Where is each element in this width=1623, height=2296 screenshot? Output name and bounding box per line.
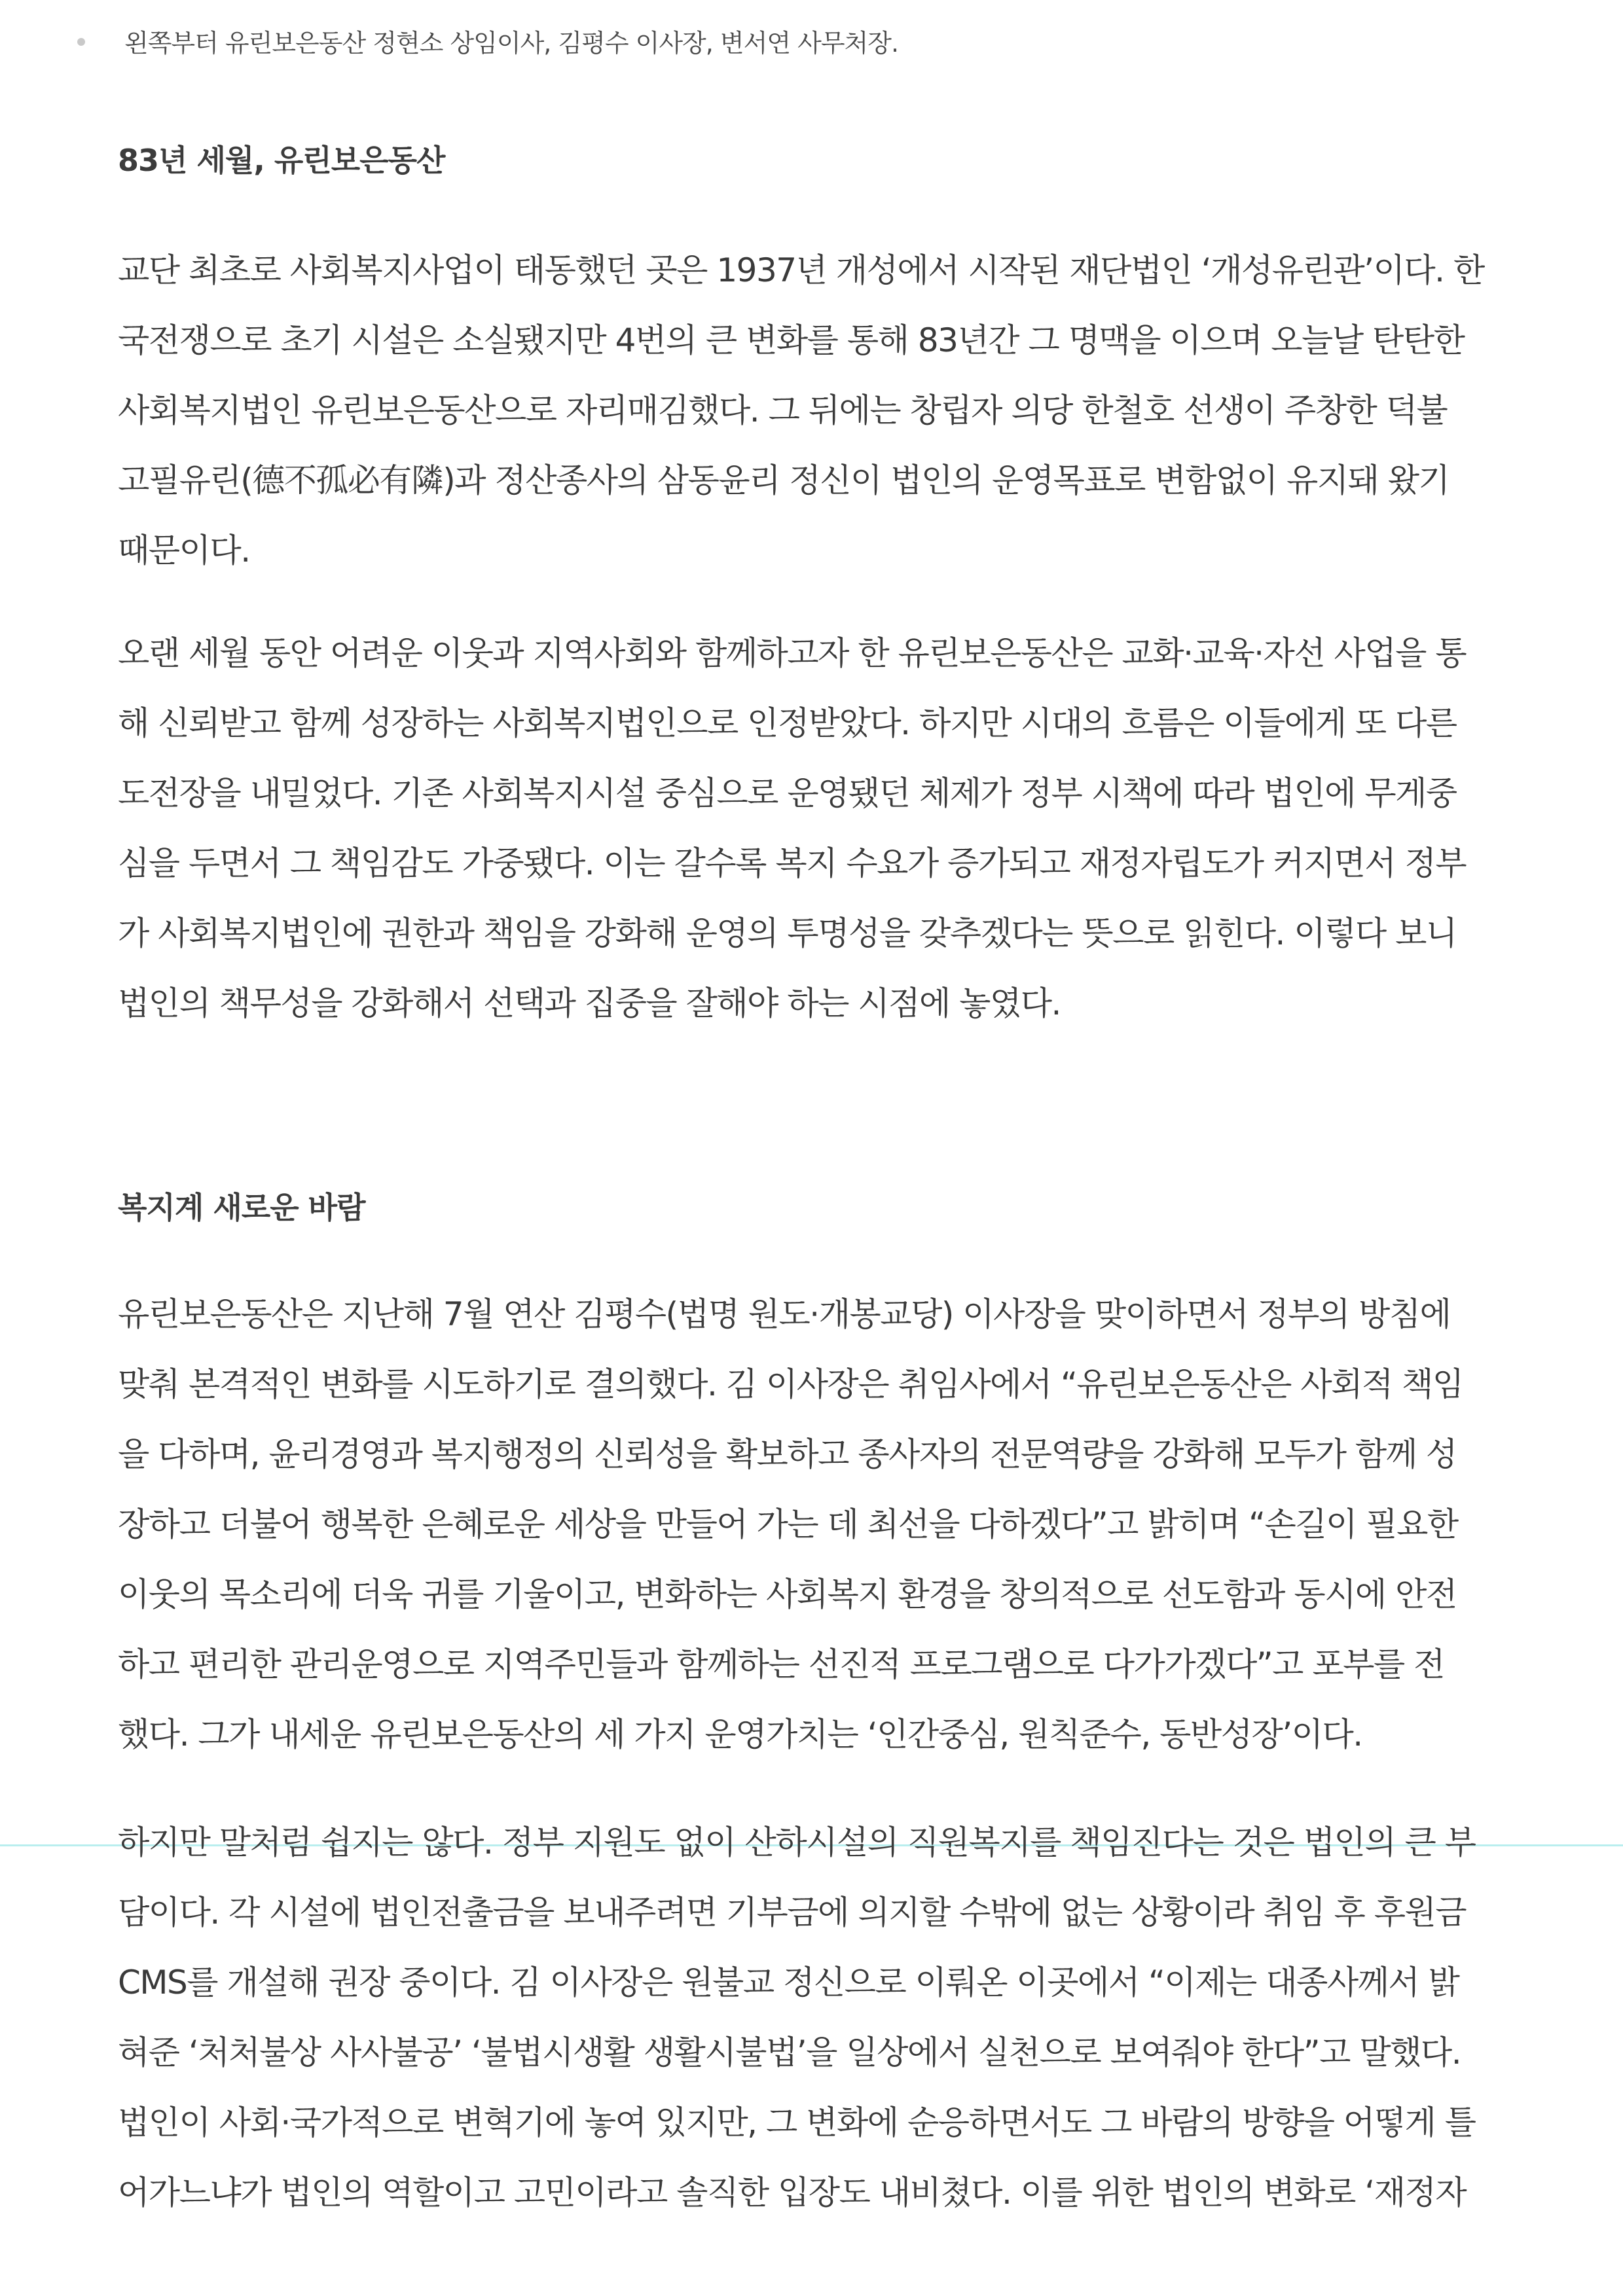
paragraph-line: 장하고 더불어 행복한 은혜로운 세상을 만들어 가는 데 최선을 다하겠다”고 밝히며 “손길이 필요한 xyxy=(118,1505,1458,1543)
paragraph-3 xyxy=(118,1280,1509,1770)
paragraph-line: 맞춰 본격적인 변화를 시도하기로 결의했다. 김 이사장은 취임사에서 “유린보은동산은 사회적 책임 xyxy=(118,1365,1463,1403)
caption-bullet-icon xyxy=(77,38,85,46)
paragraph-line: 법인의 책무성을 강화해서 선택과 집중을 잘해야 하는 시점에 놓였다. xyxy=(118,984,1061,1022)
paragraph-line: 혀준 ‘처처불상 사사불공’ ‘불법시생활 생활시불법’을 일상에서 실천으로 보여줘야 한다”고 말했다. xyxy=(118,2034,1461,2072)
paragraph-line: 을 다하며, 윤리경영과 복지행정의 신뢰성을 확보하고 종사자의 전문역량을 강화해 모두가 함께 성 xyxy=(118,1435,1457,1473)
paragraph-line: 하지만 말처럼 쉽지는 않다. 정부 지원도 없이 산하시설의 직원복지를 책임진다는 것은 법인의 큰 부 xyxy=(118,1823,1476,1861)
paragraph-line: 하고 편리한 관리운영으로 지역주민들과 함께하는 선진적 프로그램으로 다가가겠다”고 포부를 전 xyxy=(118,1645,1444,1683)
paragraph-2 xyxy=(118,619,1509,1039)
paragraph-line: 도전장을 내밀었다. 기존 사회복지시설 중심으로 운영됐던 체제가 정부 시책에 따라 법인에 무게중 xyxy=(118,774,1457,812)
section-heading-83-years: 83년 세월, 유린보은동산 xyxy=(118,143,445,178)
paragraph-line: 때문이다. xyxy=(118,531,250,569)
paragraph-line: 고필유린(德不孤必有隣)과 정산종사의 삼동윤리 정신이 법인의 운영목표로 변함없이 유지돼 왔기 xyxy=(118,461,1450,499)
photo-caption: 왼쪽부터 유린보은동산 정현소 상임이사, 김평수 이사장, 변서연 사무처장. xyxy=(124,29,899,58)
paragraph-1 xyxy=(118,236,1509,586)
paragraph-line: 이웃의 목소리에 더욱 귀를 기울이고, 변화하는 사회복지 환경을 창의적으로 선도함과 동시에 안전 xyxy=(118,1575,1457,1613)
paragraph-line: 가 사회복지법인에 권한과 책임을 강화해 운영의 투명성을 갖추겠다는 뜻으로 읽힌다. 이렇다 보니 xyxy=(118,914,1457,952)
paragraph-line: 교단 최초로 사회복지사업이 태동했던 곳은 1937년 개성에서 시작된 재단법인 ‘개성유린관’이다. 한 xyxy=(118,251,1484,289)
paragraph-line: 국전쟁으로 초기 시설은 소실됐지만 4번의 큰 변화를 통해 83년간 그 명맥을 이으며 오늘날 탄탄한 xyxy=(118,321,1465,359)
paragraph-line: 오랜 세월 동안 어려운 이웃과 지역사회와 함께하고자 한 유린보은동산은 교화·교육·자선 사업을 통 xyxy=(118,634,1467,672)
paragraph-line: 유린보은동산은 지난해 7월 연산 김평수(법명 원도·개봉교당) 이사장을 맞이하면서 정부의 방침에 xyxy=(118,1295,1451,1333)
paragraph-line: 사회복지법인 유린보은동산으로 자리매김했다. 그 뒤에는 창립자 의당 한철호 선생이 주창한 덕불 xyxy=(118,391,1448,429)
paragraph-line: 법인이 사회·국가적으로 변혁기에 놓여 있지만, 그 변화에 순응하면서도 그 바람의 방향을 어떻게 틀 xyxy=(118,2104,1476,2142)
paragraph-line: 심을 두면서 그 책임감도 가중됐다. 이는 갈수록 복지 수요가 증가되고 재정자립도가 커지면서 정부 xyxy=(118,844,1467,882)
section-heading-new-wind: 복지계 새로운 바람 xyxy=(118,1190,365,1225)
paragraph-4 xyxy=(118,1808,1509,2228)
paragraph-line: 담이다. 각 시설에 법인전출금을 보내주려면 기부금에 의지할 수밖에 없는 상황이라 취임 후 후원금 xyxy=(118,1893,1467,1931)
paragraph-line: 했다. 그가 내세운 유린보은동산의 세 가지 운영가치는 ‘인간중심, 원칙준수, 동반성장’이다. xyxy=(118,1715,1362,1753)
paragraph-line: 어가느냐가 법인의 역할이고 고민이라고 솔직한 입장도 내비쳤다. 이를 위한 법인의 변화로 ‘재정자 xyxy=(118,2174,1467,2212)
paragraph-line: 해 신뢰받고 함께 성장하는 사회복지법인으로 인정받았다. 하지만 시대의 흐름은 이들에게 또 다른 xyxy=(118,704,1457,742)
paragraph-line: CMS를 개설해 권장 중이다. 김 이사장은 원불교 정신으로 이뤄온 이곳에서 “이제는 대종사께서 밝 xyxy=(118,1964,1459,2001)
